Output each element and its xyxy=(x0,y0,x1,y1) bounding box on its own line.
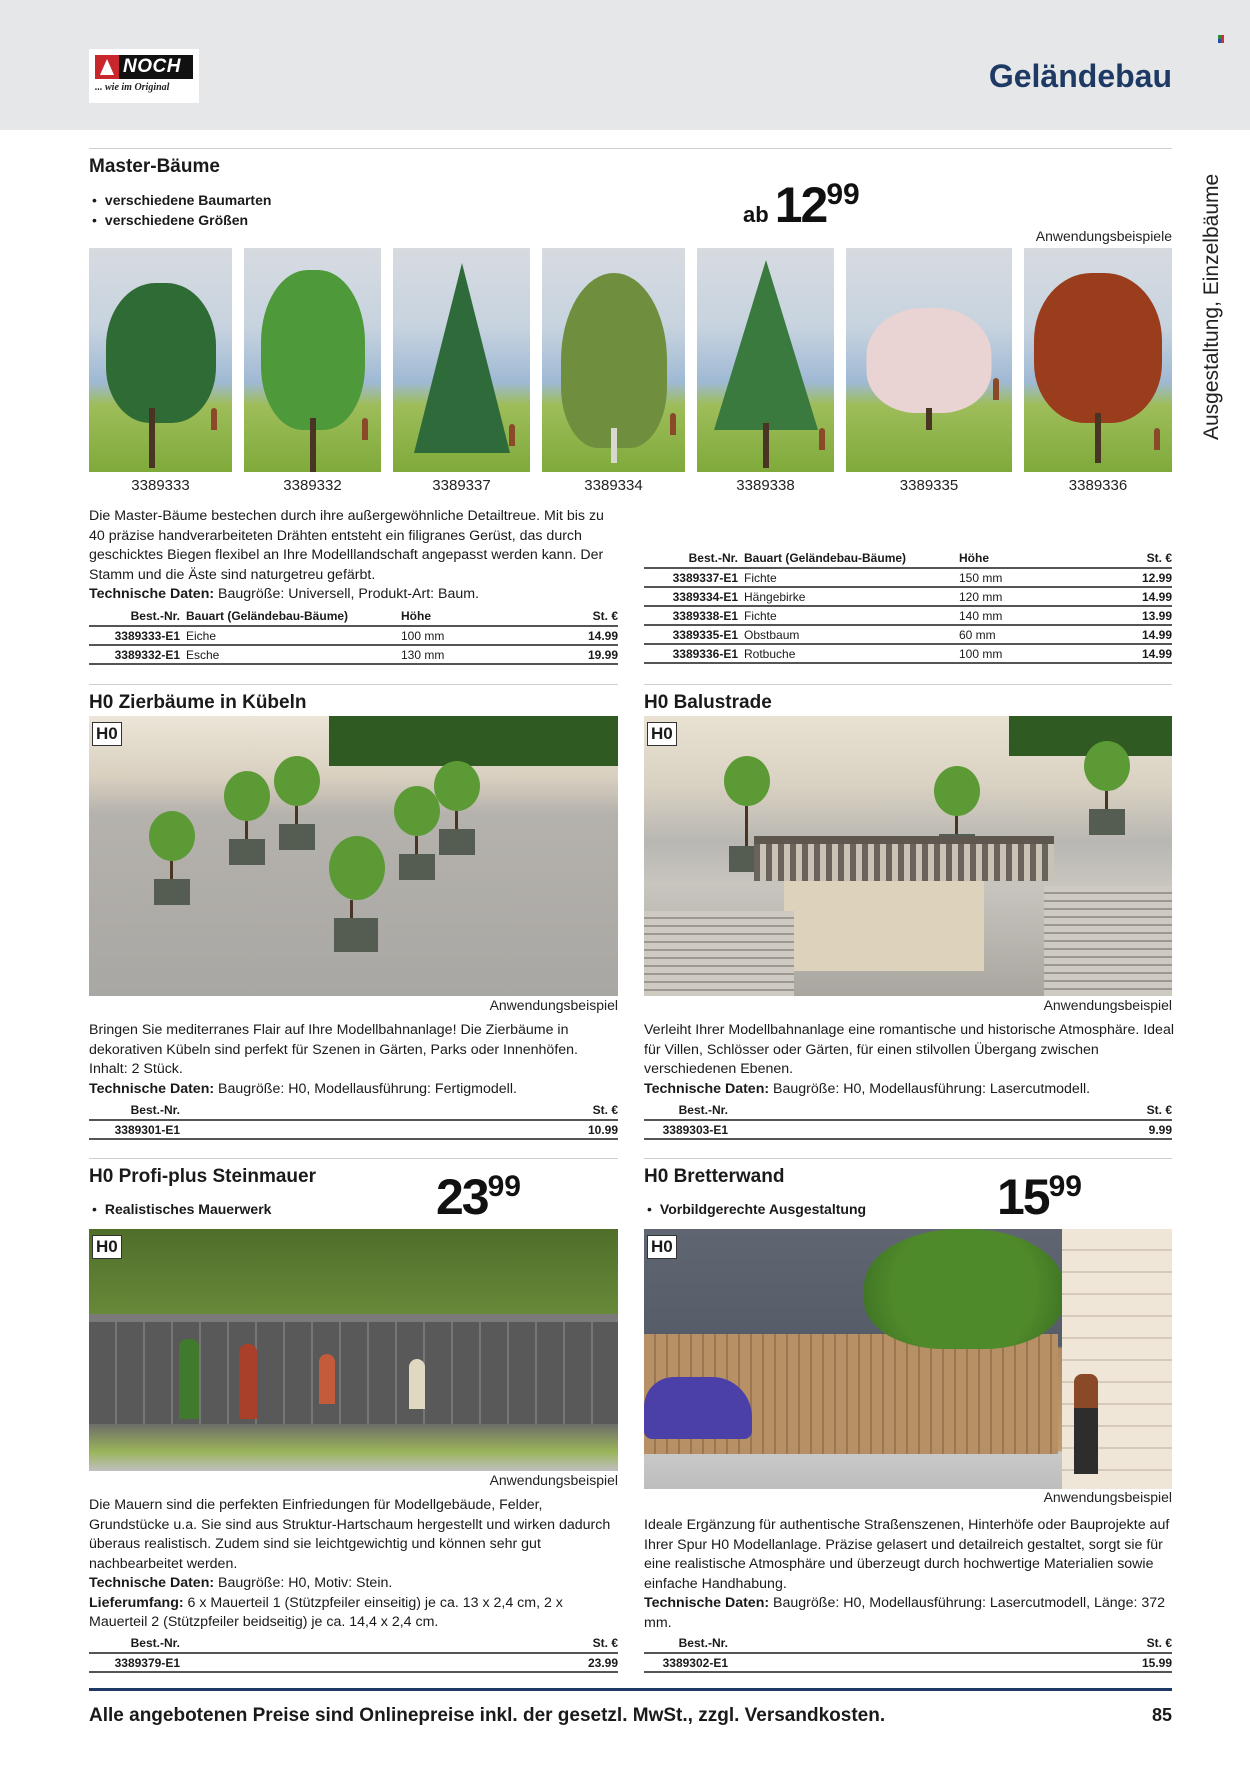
feature-item: • Vorbildgerechte Ausgestaltung xyxy=(647,1199,866,1219)
color-marker-icon xyxy=(1218,35,1224,43)
tree-photo-obstbaum[interactable] xyxy=(846,248,1012,472)
price-tag xyxy=(997,1168,1082,1226)
feature-list xyxy=(92,190,271,230)
price-prefix: ab xyxy=(743,202,769,227)
divider xyxy=(644,684,1172,685)
tech-data-label: Technische Daten: xyxy=(644,1595,770,1611)
section-title-bretterwand: H0 Bretterwand xyxy=(644,1166,785,1187)
product-photo-zierbaeume[interactable] xyxy=(89,716,618,996)
tree-photo-esche[interactable] xyxy=(244,248,381,472)
price-table-master-baeume-right: Best.-Nr. Bauart (Geländebau-Bäume) Höhe St. € 3389337-E1 Fichte 150 mm 12.99 3389334-E1 Hängebirke 120 mm 14.99 3389338-E1 Fichte 140 mm 13.99 3389335-E1 Obstbaum 60 mm 14.99 3389336-E1 Rotbuche 100 mm 14.99 xyxy=(644,549,1172,664)
price-disclaimer: Alle angebotenen Preise sind Onlinepreise inkl. der gesetzl. MwSt., zzgl. Versandkosten. xyxy=(89,1705,886,1726)
tree-photo-fichte[interactable] xyxy=(393,248,530,472)
feature-item: • verschiedene Baumarten xyxy=(92,190,271,210)
tree-article-id: 3389335 xyxy=(899,477,959,494)
tech-data-value: Baugröße: H0, Modellausführung: Lasercutmodell. xyxy=(769,1080,1091,1097)
tech-data-label: Technische Daten: xyxy=(644,1080,770,1097)
divider xyxy=(89,684,618,685)
price-table-steinmauer: Best.-Nr. St. € 3389379-E1 23.99 xyxy=(89,1634,618,1673)
scale-badge: H0 xyxy=(92,1235,122,1259)
product-photo-steinmauer[interactable] xyxy=(89,1229,618,1471)
tree-article-id: 3389334 xyxy=(584,477,643,494)
price-cent: 99 xyxy=(826,178,860,211)
table-row[interactable]: 3389332-E1 Esche 130 mm 19.99 xyxy=(89,645,618,664)
tree-photo-eiche[interactable] xyxy=(89,248,232,472)
tree-article-id: 3389336 xyxy=(1068,477,1128,494)
page-number: 85 xyxy=(1151,1705,1172,1725)
section-title-balustrade: H0 Balustrade xyxy=(644,692,772,713)
tech-data-value: Baugröße: H0, Modellausführung: Lasercutmodell, Länge: 372 mm. xyxy=(644,1595,1166,1631)
image-caption: Anwendungsbeispiel xyxy=(1043,1489,1172,1505)
price-euro: 15 xyxy=(997,1169,1049,1225)
table-row[interactable]: 3389338-E1 Fichte 140 mm 13.99 xyxy=(644,606,1172,625)
price-table-bretterwand: Best.-Nr. St. € 3389302-E1 15.99 xyxy=(644,1634,1172,1673)
feature-list xyxy=(92,1199,271,1219)
section-title-steinmauer: H0 Profi-plus Steinmauer xyxy=(89,1166,316,1187)
footer-divider xyxy=(89,1688,1172,1691)
image-caption: Anwendungsbeispiel xyxy=(1043,997,1172,1013)
product-description: Die Master-Bäume bestechen durch ihre außergewöhnliche Detailtreue. Mit bis zu 40 präzise handverarbeiteten Drähten entsteht ein filigranes Gerüst, das durch geschicktes Biegen flexibel an Ihre Modelllandschaft angepasst werden kann. Der Stamm und die Äste sind naturgetreu gefärbt. Technische Daten: Baugröße: Universell, Produkt-Art: Baum. xyxy=(89,508,604,602)
product-photo-bretterwand[interactable] xyxy=(644,1229,1172,1489)
product-description: Die Mauern sind die perfekten Einfriedungen für Modellgebäude, Felder, Grundstücke u.a. Sie sind aus Struktur-Hartschaum hergestellt und wirken dadurch überaus realistisch. Zudem sind sie leichtgewichtig und können sehr gut nachbearbeitet werden. Technische Daten: Baugröße: H0, Motiv: Stein. Lieferumfang: 6 x Mauerteil 1 (Stützpfeiler einseitig) je ca. 13 x 2,4 cm, 2 x Mauerteil 2 (Stützpfeiler beidseitig) je ca. 14,4 x 2,4 cm. xyxy=(89,1497,611,1630)
table-row[interactable]: 3389336-E1 Rotbuche 100 mm 14.99 xyxy=(644,644,1172,663)
divider xyxy=(89,1158,618,1159)
side-category-tab: Ausgestaltung, Einzelbäume xyxy=(1200,173,1223,440)
image-caption: Anwendungsbeispiel xyxy=(489,997,618,1013)
scale-badge: H0 xyxy=(647,1235,677,1259)
tech-data-label: Technische Daten: xyxy=(89,1080,215,1097)
table-row[interactable]: 3389301-E1 10.99 xyxy=(89,1120,618,1139)
scale-badge: H0 xyxy=(92,722,122,746)
product-photo-balustrade[interactable] xyxy=(644,716,1172,996)
price-euro: 12 xyxy=(774,177,827,233)
section-title-master-baeume: Master-Bäume xyxy=(89,156,220,177)
feature-item: • Realistisches Mauerwerk xyxy=(92,1199,271,1219)
table-row[interactable]: 3389303-E1 9.99 xyxy=(644,1120,1172,1139)
tree-article-id: 3389333 xyxy=(131,477,190,494)
tree-article-id: 3389332 xyxy=(283,477,342,494)
tech-data-value: Baugröße: H0, Motiv: Stein. xyxy=(214,1575,393,1591)
tree-triangle-icon xyxy=(95,55,119,79)
tree-photo-haengebirke[interactable] xyxy=(542,248,685,472)
price-cent: 99 xyxy=(487,1170,521,1203)
tree-photo-rotbuche[interactable] xyxy=(1024,248,1172,472)
product-description: Ideale Ergänzung für authentische Straßenszenen, Hinterhöfe oder Bauprojekte auf Ihrer Spur H0 Modellanlage. Präzise gelasert und detailreich gestaltet, sorgt sie für eine realistische Atmosphäre und überzeugt durch hochwertige Materialien sowie einfache Handhabung. Technische Daten: Baugröße: H0, Modellausführung: Lasercutmodell, Länge: 372 mm. xyxy=(644,1517,1170,1631)
image-caption: Anwendungsbeispiele xyxy=(1035,228,1172,244)
price-table-master-baeume-left: Best.-Nr. Bauart (Geländebau-Bäume) Höhe St. € 3389333-E1 Eiche 100 mm 14.99 3389332-E1 Esche 130 mm 19.99 xyxy=(89,607,618,665)
feature-list xyxy=(647,1199,866,1219)
price-table-balustrade: Best.-Nr. St. € 3389303-E1 9.99 xyxy=(644,1101,1172,1140)
table-row[interactable]: 3389379-E1 23.99 xyxy=(89,1653,618,1672)
tech-data-label: Technische Daten: xyxy=(89,1575,215,1591)
table-row[interactable]: 3389334-E1 Hängebirke 120 mm 14.99 xyxy=(644,587,1172,606)
price-tag xyxy=(436,1168,521,1226)
logo-tagline: ... wie im Original xyxy=(95,82,170,93)
table-row[interactable]: 3389335-E1 Obstbaum 60 mm 14.99 xyxy=(644,625,1172,644)
divider xyxy=(644,1158,1172,1159)
tech-data-value: Baugröße: Universell, Produkt-Art: Baum. xyxy=(214,586,480,602)
page-title: Geländebau xyxy=(988,58,1172,94)
tree-article-id: 3389338 xyxy=(736,477,795,494)
image-caption: Anwendungsbeispiel xyxy=(489,1472,618,1488)
table-row[interactable]: 3389302-E1 15.99 xyxy=(644,1653,1172,1672)
tech-data-label: Technische Daten: xyxy=(89,586,215,602)
price-table-zierbaeume: Best.-Nr. St. € 3389301-E1 10.99 xyxy=(89,1101,618,1140)
price-tag xyxy=(743,176,860,234)
table-row[interactable]: 3389337-E1 Fichte 150 mm 12.99 xyxy=(644,568,1172,587)
product-description: Verleiht Ihrer Modellbahnanlage eine romantische und historische Atmosphäre. Ideal für Villen, Schlösser oder Gärten, für einen stilvollen Übergang zwischen verschiedenen Ebenen. Technische Daten: Baugröße: H0, Modellausführung: Lasercutmodell. xyxy=(644,1022,1174,1097)
tree-article-id: 3389337 xyxy=(432,477,491,494)
section-title-zierbaeume: H0 Zierbäume in Kübeln xyxy=(89,692,307,713)
page-header xyxy=(0,0,1250,130)
feature-item: • verschiedene Größen xyxy=(92,210,271,230)
noch-logo[interactable] xyxy=(89,49,199,103)
scope-label: Lieferumfang: xyxy=(89,1594,184,1611)
logo-brand: NOCH xyxy=(123,56,181,77)
tree-photo-fichte-2[interactable] xyxy=(697,248,834,472)
tech-data-value: Baugröße: H0, Modellausführung: Fertigmodell. xyxy=(214,1080,517,1097)
scale-badge: H0 xyxy=(647,722,677,746)
divider xyxy=(89,148,1172,149)
product-description: Bringen Sie mediterranes Flair auf Ihre Modellbahnanlage! Die Zierbäume in dekorativen Kübeln sind perfekt für Szenen in Gärten, Parks oder Innenhöfen. Inhalt: 2 Stück. Technische Daten: Baugröße: H0, Modellausführung: Fertigmodell. xyxy=(89,1022,578,1097)
price-cent: 99 xyxy=(1048,1170,1082,1203)
price-euro: 23 xyxy=(436,1169,488,1225)
scope-value: 6 x Mauerteil 1 (Stützpfeiler einseitig) je ca. 13 x 2,4 cm, 2 x Mauerteil 2 (Stützpfeiler beidseitig) je ca. 14,4 x 2,4 cm. xyxy=(89,1594,563,1630)
table-row[interactable]: 3389333-E1 Eiche 100 mm 14.99 xyxy=(89,626,618,645)
